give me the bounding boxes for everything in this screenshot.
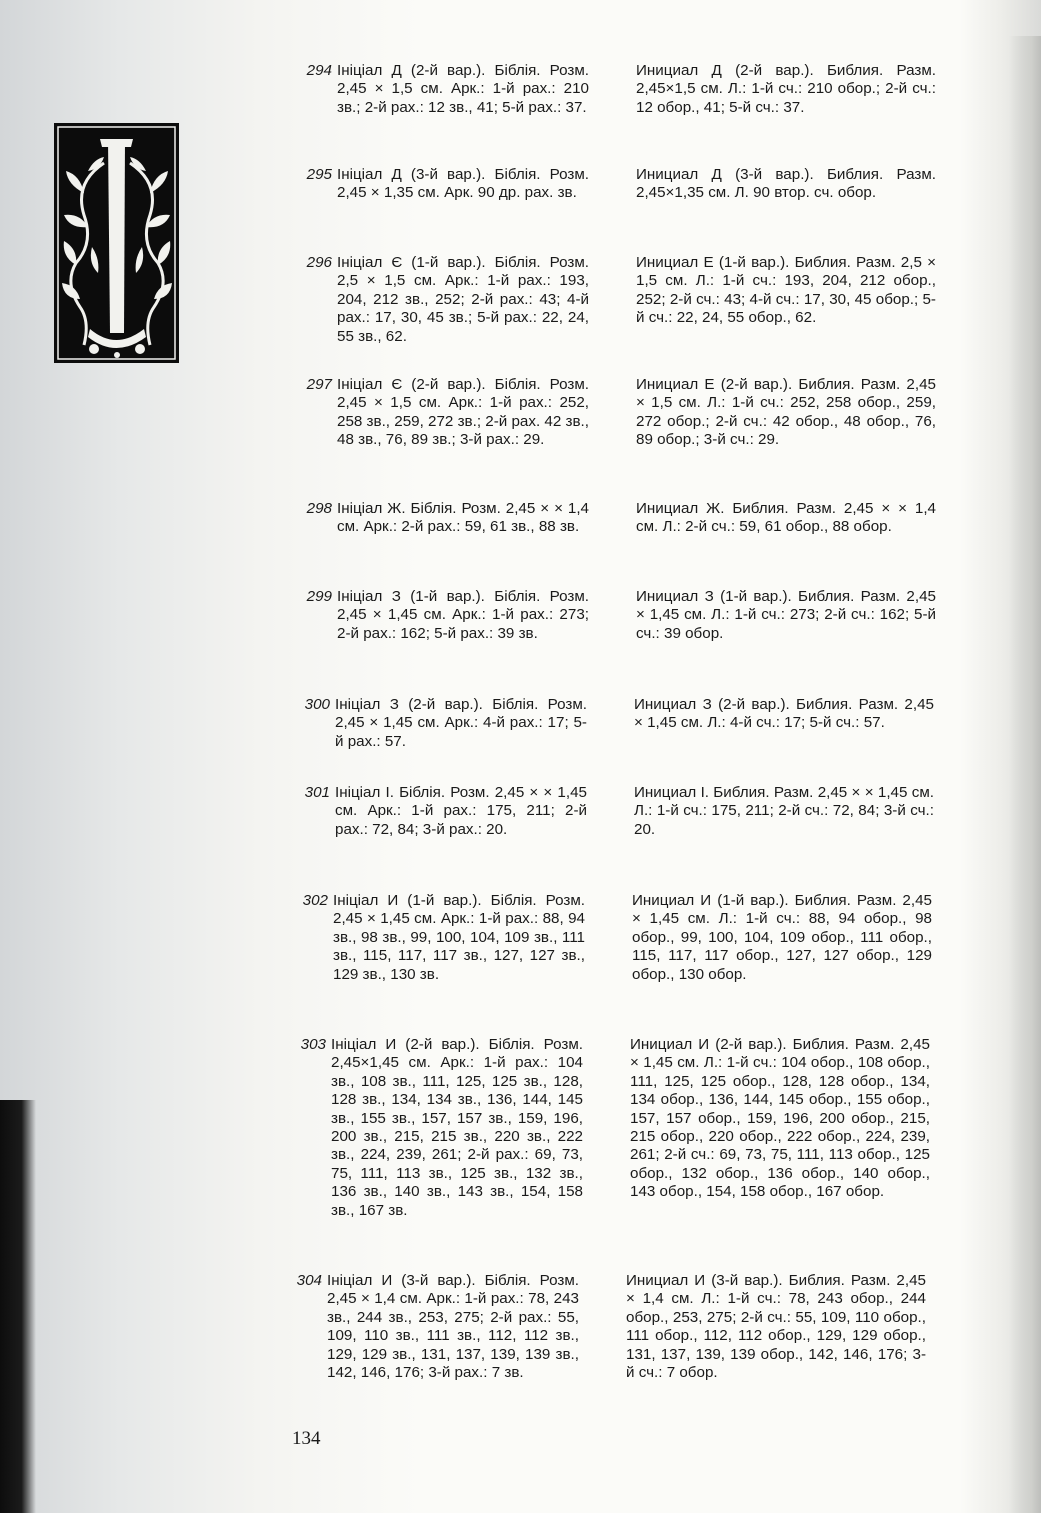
entry-number: 296 xyxy=(306,254,332,271)
entry-text-ukrainian: Ініціал З (1-й вар.). Біблія. Розм. 2,45 × 1,45 см. Арк.: 1-й рах.: 273; 2-й рах.: 162; 5-й рах.: 39 зв. xyxy=(337,588,589,642)
entry-text-ukrainian: Ініціал И (1-й вар.). Біблія. Розм. 2,45 × 1,45 см. Арк.: 1-й рах.: 88, 94 зв., 98 зв., 99, 100, 104, 109 зв., 111 зв., 115, 117, 117 зв., 127, 127 зв., 129 зв., 130 зв. xyxy=(333,892,585,983)
entry-text-russian: Инициал З (1-й вар.). Библия. Разм. 2,45 × 1,45 см. Л.: 1-й сч.: 273; 2-й сч.: 162; 5-й сч.: 39 обор. xyxy=(636,588,936,642)
page-edge-shadow xyxy=(1009,36,1041,1513)
entry-text-ukrainian: Ініціал З (2-й вар.). Біблія. Розм. 2,45 × 1,45 см. Арк.: 4-й рах.: 17; 5-й рах.: 57. xyxy=(335,696,587,750)
entry-text-russian: Инициал Д (2-й вар.). Библия. Разм. 2,45×1,5 см. Л.: 1-й сч.: 210 обор.; 2-й сч.: 12 обор., 41; 5-й сч.: 37. xyxy=(636,62,936,116)
entry-number: 299 xyxy=(306,588,332,605)
entry-text-ukrainian: Ініціал Д (3-й вар.). Біблія. Розм. 2,45 × 1,35 см. Арк. 90 др. рах. зв. xyxy=(337,166,589,202)
entry-text-russian: Инициал И (1-й вар.). Библия. Разм. 2,45 × 1,45 см. Л.: 1-й сч.: 88, 94 обор., 98 обор., 99, 100, 104, 109 обор., 111 обор., 115, 117, 117 обор., 127, 127 обор., 129 обор., 130 обор. xyxy=(632,892,932,983)
entry-text-ukrainian: Ініціал И (2-й вар.). Біблія. Розм. 2,45×1,45 см. Арк.: 1-й рах.: 104 зв., 108 зв., 111, 125, 125 зв., 128, 128 зв., 134, 134 зв., 136, 144, 145 зв., 155 зв., 157, 157 зв., 159, 196, 200 зв., 215, 215 зв., 220 зв., 222 зв., 224, 239, 261; 2-й рах.: 69, 73, 75, 111, 113 зв., 125 зв., 132 зв., 136 зв., 140 зв., 143 зв., 154, 158 зв., 167 зв. xyxy=(331,1036,583,1219)
page-number: 134 xyxy=(292,1428,321,1449)
binding-shadow xyxy=(0,1100,36,1513)
entry-number: 303 xyxy=(300,1036,326,1053)
entry-number: 297 xyxy=(306,376,332,393)
entry-number: 304 xyxy=(296,1272,322,1289)
entry-text-ukrainian: Ініціал Є (1-й вар.). Біблія. Розм. 2,5 × 1,5 см. Арк.: 1-й рах.: 193, 204, 212 зв., 252; 2-й рах.: 43; 4-й рах.: 17, 30, 45 зв.; 5-й рах.: 22, 24, 55 зв., 62. xyxy=(337,254,589,345)
entry-number: 295 xyxy=(306,166,332,183)
entry-text-russian: Инициал Е (1-й вар.). Библия. Разм. 2,5 × 1,5 см. Л.: 1-й сч.: 193, 204, 212 обор., 252; 2-й сч.: 43; 4-й сч.: 17, 30, 45 обор.; 5-й сч.: 22, 24, 55 обор., 62. xyxy=(636,254,936,327)
entry-text-russian: Инициал И (3-й вар.). Библия. Разм. 2,45 × 1,4 см. Л.: 1-й сч.: 78, 243 обор., 244 обор., 253, 275; 2-й сч.: 55, 109, 110 обор., 111 обор., 112, 112 обор., 129, 129 обор., 131, 137, 139, 139 обор., 142, 146, 176; 3-й сч.: 7 обор. xyxy=(626,1272,926,1382)
entry-number: 298 xyxy=(306,500,332,517)
entry-text-ukrainian: Ініціал І. Біблія. Розм. 2,45 × × 1,45 см. Арк.: 1-й рах.: 175, 211; 2-й рах.: 72, 84; 3-й рах.: 20. xyxy=(335,784,587,838)
entry-text-russian: Инициал Ж. Библия. Разм. 2,45 × × 1,4 см. Л.: 2-й сч.: 59, 61 обор., 88 обор. xyxy=(636,500,936,536)
entry-text-russian: Инициал З (2-й вар.). Библия. Разм. 2,45 × 1,45 см. Л.: 4-й сч.: 17; 5-й сч.: 57. xyxy=(634,696,934,732)
entry-number: 302 xyxy=(302,892,328,909)
entry-text-ukrainian: Ініціал И (3-й вар.). Біблія. Розм. 2,45 × 1,4 см. Арк.: 1-й рах.: 78, 243 зв., 244 зв., 253, 275; 2-й рах.: 55, 109, 110 зв., 111 зв., 112, 112 зв., 129, 129 зв., 131, 137, 139, 139 зв., 142, 146, 176; 3-й рах.: 7 зв. xyxy=(327,1272,579,1382)
entry-text-ukrainian: Ініціал Є (2-й вар.). Біблія. Розм. 2,45 × 1,5 см. Арк.: 1-й рах.: 252, 258 зв., 259, 272 зв.; 2-й рах. 42 зв., 48 зв., 76, 89 зв.; 3-й рах.: 29. xyxy=(337,376,589,449)
entry-text-ukrainian: Ініціал Ж. Біблія. Розм. 2,45 × × 1,4 см. Арк.: 2-й рах.: 59, 61 зв., 88 зв. xyxy=(337,500,589,536)
entry-text-russian: Инициал И (2-й вар.). Библия. Разм. 2,45 × 1,45 см. Л.: 1-й сч.: 104 обор., 108 обор., 111, 125, 125 обор., 128, 128 обор., 134, 134 обор., 136, 144, 145 обор., 155 обор., 157, 157 обор., 159, 196, 200 обор., 215, 215 обор., 220 обор., 222 обор., 224, 239, 261; 2-й сч.: 69, 73, 75, 111, 113 обор., 125 обор., 132 обор., 136 обор., 140 обор., 143 обор., 154, 158 обор., 167 обор. xyxy=(630,1036,930,1201)
entry-text-russian: Инициал І. Библия. Разм. 2,45 × × 1,45 см. Л.: 1-й сч.: 175, 211; 2-й сч.: 72, 84; 3-й сч.: 20. xyxy=(634,784,934,838)
entry-number: 301 xyxy=(304,784,330,801)
entry-text-russian: Инициал Е (2-й вар.). Библия. Разм. 2,45 × 1,5 см. Л.: 1-й сч.: 252, 258 обор., 259, 272 обор.; 2-й сч.: 42 обор., 48 обор., 76, 89 обор.; 3-й сч.: 29. xyxy=(636,376,936,449)
entry-text-russian: Инициал Д (3-й вар.). Библия. Разм. 2,45×1,35 см. Л. 90 втор. сч. обор. xyxy=(636,166,936,202)
ornamental-initial-i-icon xyxy=(54,123,179,363)
entry-number: 294 xyxy=(306,62,332,79)
entry-text-ukrainian: Ініціал Д (2-й вар.). Біблія. Розм. 2,45 × 1,5 см. Арк.: 1-й рах.: 210 зв.; 2-й рах.: 12 зв., 41; 5-й рах.: 37. xyxy=(337,62,589,116)
entry-number: 300 xyxy=(304,696,330,713)
